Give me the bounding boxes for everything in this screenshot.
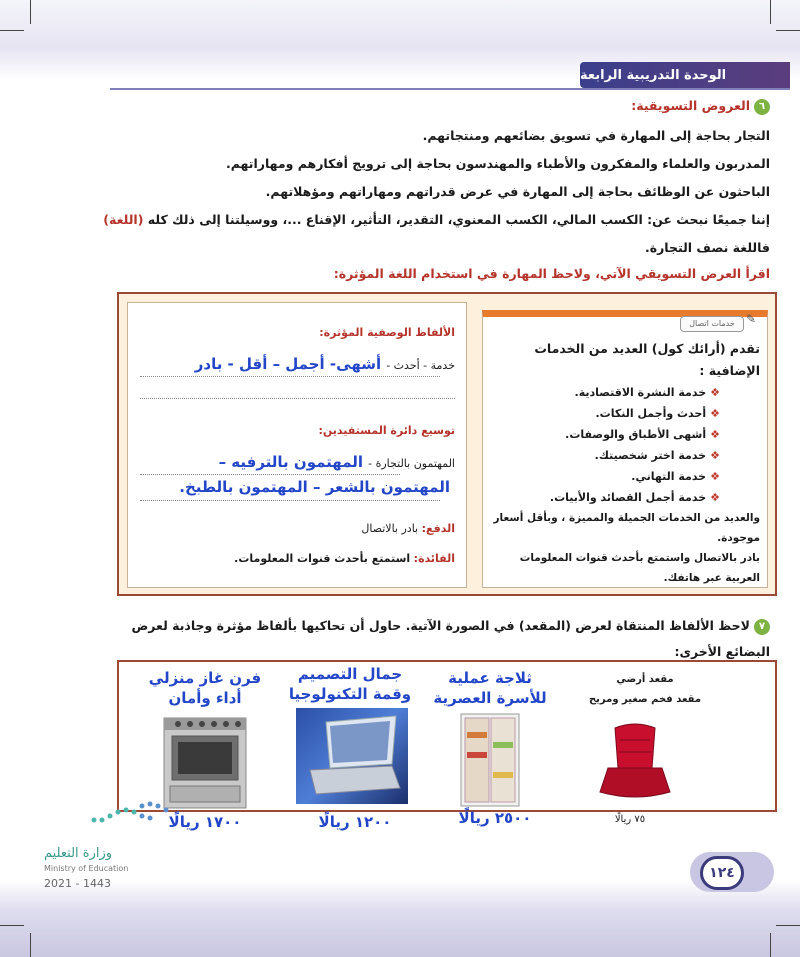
benefit-row	[135, 552, 455, 565]
audience-row	[135, 452, 455, 471]
crop-mark	[776, 925, 800, 926]
section6-line-5: فاللغة نصف التجارة.	[644, 240, 770, 255]
ad-items-list	[490, 382, 720, 508]
fridge-image	[455, 712, 525, 808]
page-number: ١٢٤	[700, 856, 744, 890]
list-item: ❖أشهى الأطباق والوصفات.	[565, 428, 720, 441]
pen-icon: ✎	[746, 312, 757, 326]
words-printed: خدمة - أحدث -	[386, 359, 455, 372]
section7-line-1	[70, 618, 770, 635]
words-label: الألفاظ الوصفية المؤثرة:	[319, 326, 455, 339]
crop-mark	[770, 0, 771, 24]
bullet-icon: ❖	[710, 470, 720, 483]
push-row	[135, 522, 455, 535]
words-row	[135, 354, 455, 376]
push-label: الدفع:	[421, 522, 455, 535]
section-number-badge: ٦	[754, 99, 770, 115]
push-value: بادر بالاتصال	[361, 522, 419, 535]
section6-instruction: اقرأ العرض التسويقي الآتي، ولاحظ المهارة في استخدام اللغة المؤثرة:	[333, 266, 770, 281]
laptop-caption: جمال التصميم وقمة التكنولوجيا	[288, 665, 412, 703]
section6-title: العروض التسويقية:	[631, 98, 750, 113]
answer-line	[140, 376, 440, 377]
ad-intro: تقدم (أرائك كول) العديد من الخدمات الإضافية :	[534, 341, 760, 378]
list-item: ❖خدمة اختر شخصيتك.	[594, 449, 720, 462]
bullet-icon: ❖	[710, 449, 720, 462]
header-rule	[110, 88, 790, 90]
ministry-name-ar: وزارة التعليم	[44, 846, 113, 861]
crop-mark	[30, 933, 31, 957]
crop-mark	[30, 0, 31, 24]
seat-price: ٧٥ ريالًا	[614, 814, 646, 825]
answer-line	[140, 398, 455, 399]
audience-label: توسيع دائرة المستفيدين:	[318, 424, 455, 437]
fridge-caption: ثلاجة عملية للأسرة العصرية	[433, 669, 547, 707]
words-handwritten: أشهى- أجمل – أقل - بادر	[194, 355, 382, 373]
list-item: ❖خدمة التهاني.	[631, 470, 720, 483]
audience-printed: المهتمون بالتجارة -	[368, 457, 455, 470]
floor-seat-image	[590, 720, 680, 810]
bottom-wave-decoration	[0, 880, 800, 957]
section6-line-2: المدربون والعلماء والمفكرون والأطباء والمهندسون بحاجة إلى ترويج أفكارهم ومهاراتهم.	[225, 156, 770, 171]
section7-text: لاحظ الألفاظ المنتقاة لعرض (المقعد) في الصورة الآتية. حاول أن تحاكيها بألفاظ مؤثرة وجاذبة لعرض	[131, 618, 750, 633]
list-item: ❖خدمة النشرة الاقتصادية.	[574, 386, 720, 399]
section6-heading	[70, 98, 770, 115]
answer-line	[140, 474, 400, 475]
ministry-name-en: Ministry of Education	[44, 864, 129, 873]
benefit-value: استمتع بأحدث قنوات المعلومات.	[234, 552, 411, 565]
bullet-icon: ❖	[710, 386, 720, 399]
highlight-word: (اللغة)	[103, 212, 144, 227]
section6-line-4	[70, 212, 770, 227]
laptop-price: ١٢٠٠ ريالًا	[318, 813, 392, 831]
crop-mark	[0, 30, 24, 31]
crop-mark	[0, 925, 24, 926]
fridge-price: ٢٥٠٠ ريالًا	[458, 809, 532, 827]
ad-outro-2: بادر بالاتصال واستمتع بأحدث قنوات المعلومات العربية عبر هاتفك.	[519, 552, 760, 584]
seat-caption: مقعد أرضي مقعد فخم صغير ومريح	[588, 674, 702, 705]
laptop-image	[296, 708, 408, 804]
section-number-badge: ٧	[754, 619, 770, 635]
bullet-icon: ❖	[710, 407, 720, 420]
ad-outro-1: والعديد من الخدمات الجميلة والمميزة ، وبأقل أسعار موجودة.	[493, 512, 760, 544]
bullet-icon: ❖	[710, 428, 720, 441]
stove-caption: فرن غاز منزلي أداء وأمان	[148, 669, 262, 707]
crop-mark	[776, 30, 800, 31]
benefit-label: الفائدة:	[413, 552, 455, 565]
section7-line-2: البضائع الأخرى:	[674, 644, 770, 659]
list-item: ❖أحدث وأجمل النكات.	[595, 407, 720, 420]
crop-mark	[770, 933, 771, 957]
ad-tag: خدمات اتصال	[680, 316, 744, 332]
stove-price: ١٧٠٠ ريالًا	[168, 813, 242, 831]
list-item: ❖خدمة أجمل القصائد والأبيات.	[549, 491, 720, 504]
section6-line-1: التجار بحاجة إلى المهارة في تسويق بضائعهم ومنتجاتهم.	[422, 128, 770, 143]
ministry-logo-icon	[84, 796, 180, 828]
section6-line-3: الباحثون عن الوظائف بحاجة إلى المهارة في عرض قدراتهم ومهاراتهم ومؤهلاتهم.	[265, 184, 770, 199]
section6-line-4-text: إننا جميعًا نبحث عن: الكسب المالي، الكسب المعنوي، التقدير، التأثير، الإقناع ...، ووسيلتنا إلى ذلك كله	[147, 212, 770, 227]
answer-line	[140, 500, 440, 501]
bullet-icon: ❖	[710, 491, 720, 504]
edition-year: 2021 - 1443	[44, 877, 111, 890]
audience-handwritten-2: المهتمون بالشعر – المهتمون بالطبخ.	[179, 478, 450, 496]
analysis-panel	[127, 302, 467, 588]
audience-handwritten-1: المهتمون بالترفيه –	[218, 453, 364, 471]
unit-title-banner: الوحدة التدريبية الرابعة	[580, 62, 790, 88]
